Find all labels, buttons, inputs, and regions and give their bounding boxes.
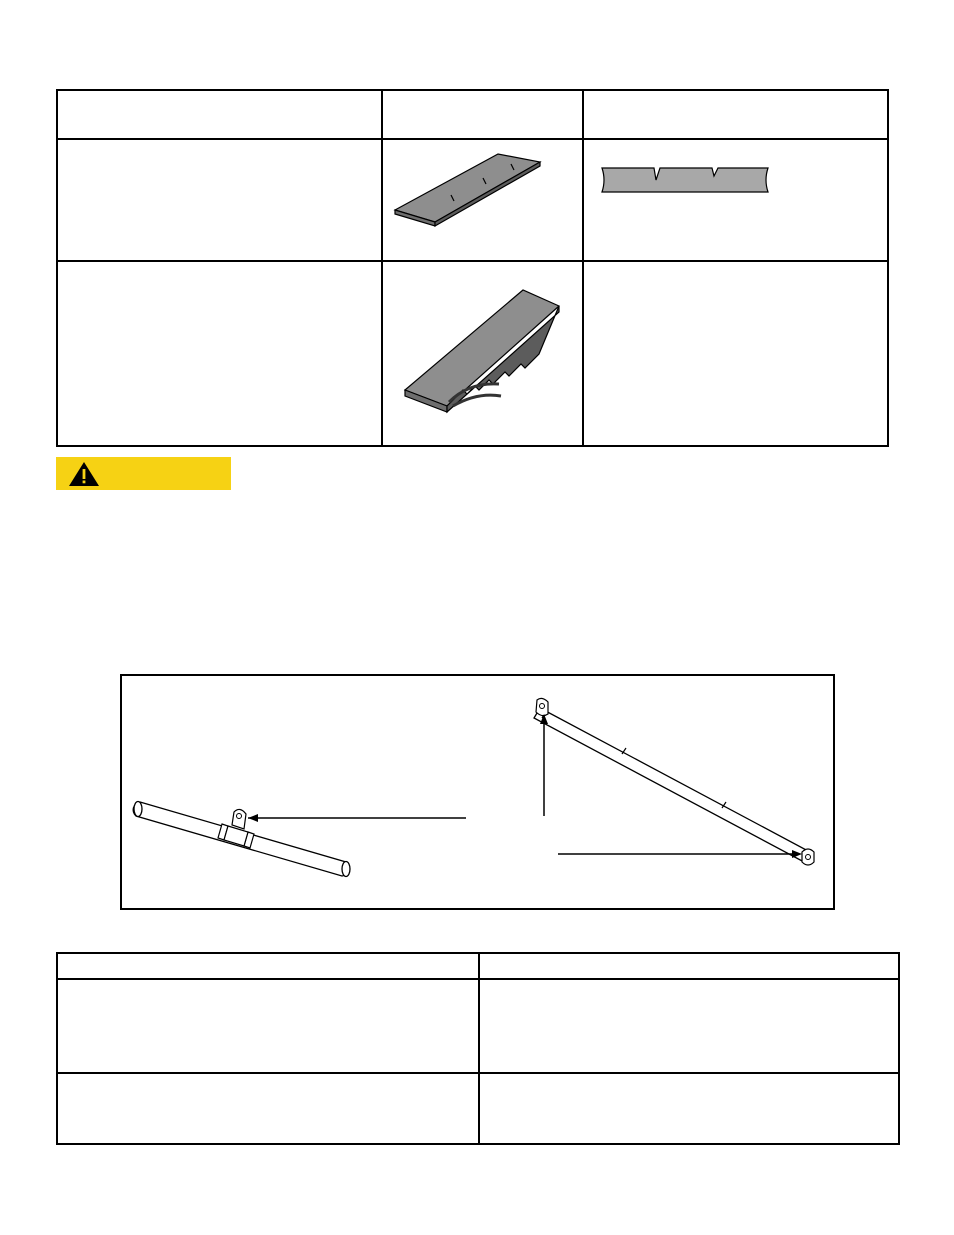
table-row — [57, 261, 888, 446]
table-row — [57, 979, 899, 1073]
bar-figure — [120, 674, 835, 910]
bottom-table — [56, 952, 900, 1145]
table-cell — [479, 1073, 899, 1144]
long-bar-with-end-clips-icon — [534, 698, 814, 865]
header-cell-right — [479, 953, 899, 979]
caution-banner — [56, 457, 231, 490]
header-cell-condition — [57, 90, 382, 139]
illustration-cell — [382, 261, 583, 446]
belt-frayed-edge-icon — [383, 262, 582, 445]
condition-cell — [57, 139, 382, 261]
belt-crack-profile-icon — [584, 140, 784, 200]
belt-inspection-table — [56, 89, 889, 447]
warning-triangle-icon — [68, 461, 100, 487]
table-row — [57, 1073, 899, 1144]
condition-cell — [57, 261, 382, 446]
table-cell — [57, 979, 479, 1073]
header-cell-left — [57, 953, 479, 979]
table-cell — [479, 979, 899, 1073]
table-header-row — [57, 953, 899, 979]
table-cell — [57, 1073, 479, 1144]
header-cell-illustration — [382, 90, 583, 139]
straight-bar-with-center-clip-icon — [133, 802, 350, 877]
belt-small-cracks-icon — [383, 140, 582, 260]
illustration-cell — [382, 139, 583, 261]
detail-cell — [583, 139, 888, 261]
table-row — [57, 139, 888, 261]
bar-figure-drawing — [122, 676, 833, 908]
table-header-row — [57, 90, 888, 139]
detail-cell — [583, 261, 888, 446]
header-cell-detail — [583, 90, 888, 139]
